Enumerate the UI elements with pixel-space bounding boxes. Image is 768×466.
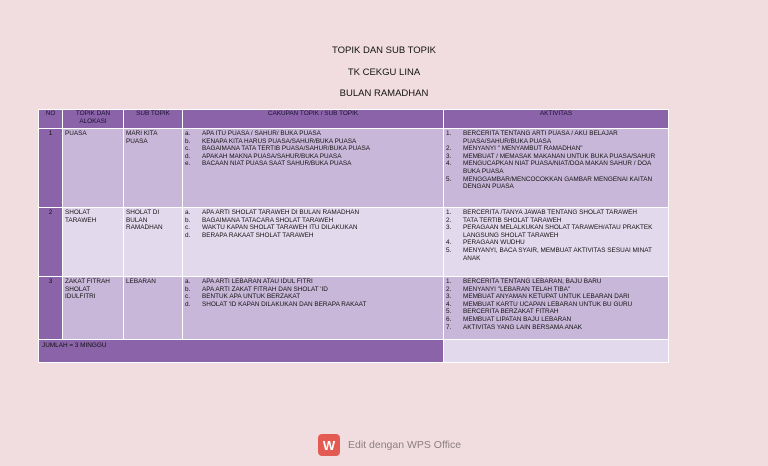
footer-empty-cell [444,340,669,363]
list-item [446,278,666,286]
table-row [39,129,669,208]
list-item [446,153,666,161]
list-marker: d. [185,300,191,308]
list-marker: a. [185,209,191,216]
list-text: PERAGAAN WUDHU [463,239,525,247]
table-header-row [39,110,669,129]
list-item [446,286,666,294]
list-item [446,224,666,239]
list-item [185,138,441,146]
list-text: BERCERITA BERZAKAT FITRAH [463,308,559,316]
header-aktivitas: AKTIVITAS [444,110,669,129]
list-marker: a. [185,278,191,285]
list-item [185,286,441,294]
list-marker: 2. [446,145,452,153]
list-item [446,308,666,316]
month-title: BULAN RAMADHAN [339,88,429,99]
list-item [446,130,666,145]
table-row [39,208,669,277]
row-cakupan [183,129,444,208]
list-marker: d. [185,231,191,239]
list-text: MENYANYI "LEBARAN TELAH TIBA" [463,285,571,293]
list-item [446,316,666,324]
list-item [185,160,441,168]
row-topik: ZAKAT FITRAH SHOLAT IDULFITRI [63,277,124,340]
topic-table [38,109,669,363]
row-subtopik: SHOLAT DI BULAN RAMADHAN [124,208,183,277]
list-text: BAGAIMANA TATA TERTIB PUASA/SAHUR/BUKA PUASA [202,145,370,153]
list-item [185,209,441,217]
list-item [185,232,441,240]
list-text: APAKAH MAKNA PUASA/SAHUR/BUKA PUASA [202,152,342,160]
list-text: MENGGAMBAR/MENCOCOKKAN GAMBAR MENGENAI KAITAN DENGAN PUASA [463,175,653,191]
list-marker: a. [185,130,191,137]
list-marker: 5. [446,175,452,183]
list-item [446,247,666,262]
list-text: BACAAN NIAT PUASA SAAT SAHUR/BUKA PUASA [202,160,352,168]
list-marker: d. [185,152,191,160]
header-subtopik: SUB TOPIK [124,110,183,129]
list-item [446,239,666,247]
list-marker: 2. [446,285,452,293]
list-text: BERAPA RAKAAT SHOLAT TARAWEH [202,231,314,239]
table-row [39,277,669,340]
list-text: SHOLAT 'ID KAPAN DILAKUKAN DAN BERAPA RAKAAT [202,300,367,308]
list-text: APA ARTI LEBARAN ATAU IDUL FITRI [202,278,313,285]
list-marker: c. [185,145,190,153]
row-topik: SHOLAT TARAWEH [63,208,124,277]
list-text: BERCERITA TENTANG ARTI PUASA / AKU BELAJAR PUASA/SAHUR/BUKA PUASA [463,130,618,145]
list-marker: 2. [446,216,452,224]
list-item [446,217,666,225]
list-marker: c. [185,293,190,301]
list-marker: b. [185,285,191,293]
list-text: PERAGAAN MELALKUKAN SHOLAT TARAWEH/ATAU PRAKTEK LANGSUNG SHOLAT TARAWEH [463,224,653,239]
row-number: 1 [39,129,63,208]
list-marker: b. [185,137,191,145]
list-marker: 6. [446,315,452,323]
list-marker: 1. [446,278,452,285]
list-marker: 5. [446,308,452,316]
header-no: NO [39,110,63,129]
list-text: MENGUCAPKAN NIAT PUASA/NIAT/DOA MAKAN SAHUR / DOA BUKA PUASA [463,160,651,175]
list-item [446,176,666,191]
list-text: APA ARTI ZAKAT FITRAH DAN SHOLAT 'ID [202,285,328,293]
list-text: BERCERITA TENTANG LEBARAN, BAJU BARU [463,278,602,285]
total-weeks: JUMLAH = 3 MINGGU [39,340,444,363]
wps-watermark-text: Edit dengan WPS Office [348,439,462,451]
header-topik: TOPIK DAN ALOKASI [63,110,124,129]
list-marker: 4. [446,239,452,247]
list-item [446,324,666,332]
list-marker: 5. [446,246,452,254]
list-marker: 1. [446,209,452,216]
list-item [185,301,441,309]
table-footer-row [39,340,669,363]
row-cakupan [183,208,444,277]
list-marker: 4. [446,160,452,168]
list-item [185,217,441,225]
list-text: WAKTU KAPAN SHOLAT TARAWEH ITU DILAKUKAN [202,224,358,232]
row-cakupan [183,277,444,340]
list-marker: e. [185,160,191,168]
row-aktivitas [444,277,669,340]
list-text: APA ITU PUASA / SAHUR/ BUKA PUASA [202,130,321,137]
row-number: 3 [39,277,63,340]
list-item [446,301,666,309]
list-item [185,153,441,161]
wps-logo-icon: W [318,434,340,456]
list-marker: 1. [446,130,452,137]
list-item [185,145,441,153]
list-item [185,293,441,301]
list-marker: b. [185,216,191,224]
row-subtopik: LEBARAN [124,277,183,340]
row-aktivitas [444,208,669,277]
list-text: MEMBUAT ANYAMAN KETUPAT UNTUK LEBARAN DARI [463,293,630,301]
list-text: MENYANYI " MENYAMBUT RAMADHAN" [463,145,583,153]
list-text: BENTUK APA UNTUK BERZAKAT [202,293,301,301]
list-item [185,224,441,232]
list-item [446,209,666,217]
row-aktivitas [444,129,669,208]
list-item [185,278,441,286]
list-marker: c. [185,224,190,232]
list-item [185,130,441,138]
list-item [446,160,666,175]
list-text: APA ARTI SHOLAT TARAWEH DI BULAN RAMADHAN [202,209,360,216]
list-text: TATA TERTIB SHOLAT TARAWEH [463,216,562,224]
wps-watermark[interactable] [318,434,461,456]
list-text: MEMBUAT KARTU UCAPAN LEBARAN UNTUK BU GURU [463,300,633,308]
list-marker: 3. [446,293,452,301]
school-name: TK CEKGU LINA [347,67,421,78]
document-title: TOPIK DAN SUB TOPIK [331,45,436,56]
list-text: BERCERITA /TANYA JAWAB TENTANG SHOLAT TARAWEH [463,209,637,216]
list-text: MENYANYI, BACA SYAIR, MEMBUAT AKTIVITAS SESUAI MINAT ANAK [463,246,652,262]
list-text: AKTIVITAS YANG LAIN BERSAMA ANAK [463,323,582,331]
list-item [446,145,666,153]
header-cakupan: CAKUPAN TOPIK / SUB TOPIK [183,110,444,129]
list-marker: 3. [446,152,452,160]
row-topik: PUASA [63,129,124,208]
list-marker: 7. [446,323,452,331]
row-subtopik: MARI KITA PUASA [124,129,183,208]
list-text: MEMBUAT / MEMASAK MAKANAN UNTUK BUKA PUASA/SAHUR [463,152,656,160]
list-marker: 3. [446,224,452,232]
row-number: 2 [39,208,63,277]
list-text: MEMBUAT LIPATAN BAJU LEBARAN [463,315,572,323]
list-item [446,293,666,301]
list-text: BAGAIMANA TATACARA SHOLAT TARAWEH [202,216,334,224]
list-marker: 4. [446,300,452,308]
list-text: KENAPA KITA HARUS PUASA/SAHUR/BUKA PUASA [202,137,357,145]
